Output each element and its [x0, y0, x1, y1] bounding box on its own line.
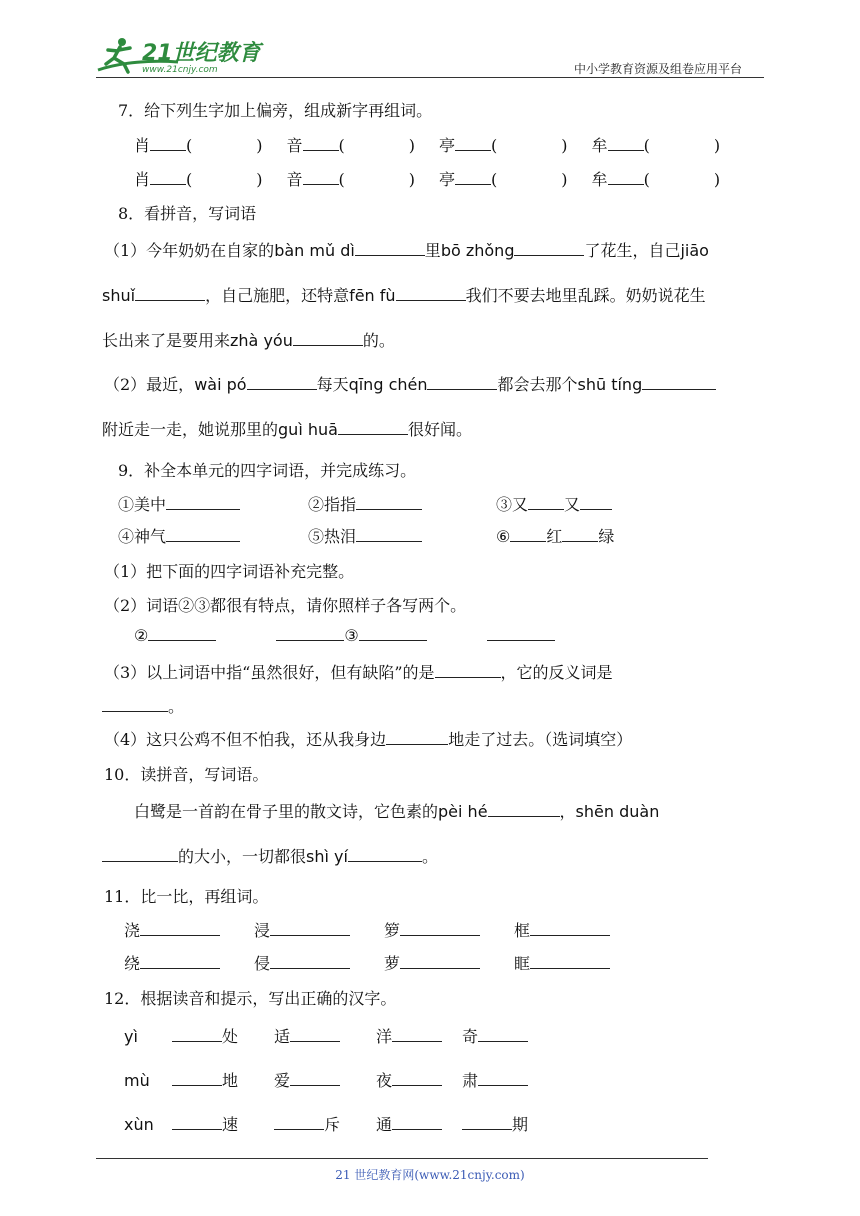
- q7-char: 音: [286, 170, 303, 189]
- pinyin: wài pó: [194, 375, 247, 394]
- header-divider: [96, 77, 764, 78]
- q7-row2: 肖 ( ) 音 ( ) 亭 ( ) 牟 ( ): [134, 170, 721, 189]
- brand-url: www.21cnjy.com: [142, 65, 218, 75]
- brand-name: 21世纪教育: [142, 41, 261, 66]
- q9-item-5: ⑤热泪: [308, 524, 422, 547]
- q9-item-4: ④神气: [118, 524, 240, 547]
- pinyin: shēn duàn: [575, 802, 660, 821]
- platform-label: 中小学教育资源及组卷应用平台: [574, 62, 743, 76]
- q8-p2-line1: （2）最近，wài pó 每天qīng chén 都会去那个shū tíng: [104, 372, 716, 395]
- q7-char: 亭: [439, 136, 456, 155]
- pinyin: zhà yóu: [230, 331, 293, 350]
- q9-item-6: ⑥ 红 绿: [496, 527, 615, 546]
- q7-char: 牟: [591, 170, 608, 189]
- pinyin: bō zhǒng: [440, 241, 515, 260]
- pinyin: shū tíng: [577, 375, 643, 394]
- q12-title: 12．根据读音和提示，写出正确的汉字。: [104, 989, 397, 1008]
- runner-logo-icon: [92, 34, 272, 78]
- pinyin: shì yí: [306, 847, 348, 866]
- q12-row1: yì 处 适 洋 奇: [124, 1024, 528, 1047]
- q7-row1: 肖 ( ) 音 ( ) 亭 ( ) 牟 ( ): [134, 136, 721, 155]
- q8-title: 8．看拼音，写词语: [118, 204, 257, 223]
- q9-item-2: ②指指: [308, 492, 422, 515]
- q10-line2: 的大小，一切都很shì yí 。: [102, 844, 438, 867]
- q8-p1-line2: shuǐ ，自己施肥，还特意fēn fù 我们不要去地里乱踩。奶奶说花生: [102, 286, 706, 305]
- q8-p2-line2: 附近走一走，她说那里的guì huā 很好闻。: [102, 420, 472, 439]
- q9-sub-3-line1: （3）以上词语中指“虽然很好，但有缺陷”的是 ，它的反义词是: [104, 663, 613, 682]
- q7-char: 牟: [591, 136, 608, 155]
- q9-sub-2-answers: ② ③: [134, 626, 555, 645]
- q9-sub-2: （2）词语②③都很有特点，请你照样子各写两个。: [104, 596, 467, 615]
- q10-title: 10．读拼音，写词语。: [104, 765, 269, 784]
- q11-row2: 绕 侵 萝 眶: [124, 951, 610, 974]
- q9-sub-1: （1）把下面的四字词语补充完整。: [104, 562, 355, 581]
- q9-sub-3-line2: 。: [102, 694, 184, 717]
- pinyin: pèi hé: [438, 802, 488, 821]
- pinyin: fēn fù: [349, 286, 396, 305]
- q9-title: 9．补全本单元的四字词语，并完成练习。: [118, 461, 417, 480]
- pinyin: shuǐ: [102, 286, 136, 305]
- q11-title: 11．比一比，再组词。: [104, 887, 269, 906]
- q12-row3: xùn 速 斥 通 期: [124, 1115, 529, 1134]
- pinyin: xùn: [124, 1115, 154, 1134]
- q8-p1-line1: （1）今年奶奶在自家的bàn mǔ dì 里bō zhǒng 了花生，自己jiāo: [104, 241, 709, 260]
- pinyin: guì huā: [278, 420, 338, 439]
- pinyin: jiāo: [680, 241, 709, 260]
- q7-char: 亭: [439, 170, 456, 189]
- q10-line1: 白鹭是一首韵在骨子里的散文诗，它色素的pèi hé ，shēn duàn: [134, 802, 660, 821]
- pinyin: yì: [124, 1027, 138, 1046]
- q12-row2: mù 地 爱 夜 肃: [124, 1068, 528, 1091]
- q7-title: 7．给下列生字加上偏旁，组成新字再组词。: [118, 101, 433, 120]
- q9-item-1: ①美中: [118, 492, 240, 515]
- q7-char: 音: [286, 136, 303, 155]
- q9-item-3: ③又 又: [496, 492, 612, 515]
- brand-logo: [92, 34, 272, 78]
- q7-char: 肖: [134, 136, 151, 155]
- footer-divider: [96, 1158, 708, 1159]
- q7-char: 肖: [134, 170, 151, 189]
- pinyin: qīng chén: [348, 375, 428, 394]
- q8-p1-line3: 长出来了是要用来zhà yóu 的。: [102, 331, 395, 350]
- footer-text: 21 世纪教育网(www.21cnjy.com): [335, 1168, 525, 1182]
- q11-row1: 浇 浸 箩 框: [124, 918, 610, 941]
- pinyin: bàn mǔ dì: [274, 241, 355, 260]
- q9-sub-4: （4）这只公鸡不但不怕我，还从我身边 地走了过去。（选词填空）: [104, 730, 633, 749]
- pinyin: mù: [124, 1071, 150, 1090]
